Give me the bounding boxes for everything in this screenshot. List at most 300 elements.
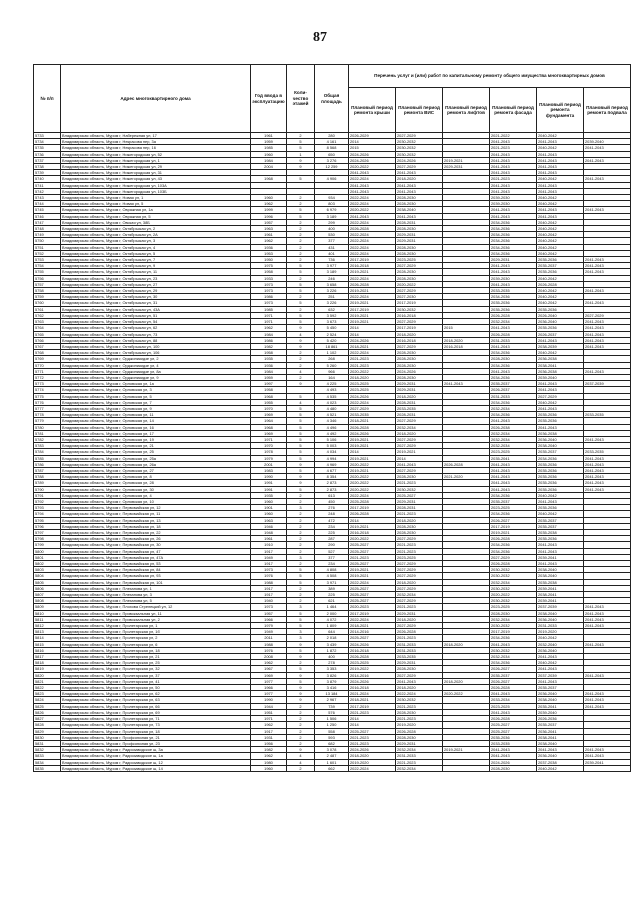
cell-floors: 9 — [287, 343, 315, 349]
cell-vis: 2028-2030 — [396, 362, 443, 368]
cell-foundation: 2038-2040 — [537, 740, 584, 746]
cell-basement: 2041-2043 — [584, 610, 631, 616]
cell-address: Владимирская область, Муром г, Пролетарская ул, 21 — [61, 654, 251, 660]
cell-vis: 2033-2035 — [396, 405, 443, 411]
cell-floors: 2 — [287, 536, 315, 542]
cell-foundation: 2038-2041 — [537, 592, 584, 598]
cell-vis: 2018-2020 — [396, 517, 443, 523]
cell-floors: 5 — [287, 263, 315, 269]
cell-facade: 2041-2043 — [490, 188, 537, 194]
cell-floors: 2 — [287, 734, 315, 740]
cell-vis: 2030-2032 — [396, 145, 443, 151]
cell-number: 5755 — [34, 269, 61, 275]
cell-vis: 2027-2030 — [396, 294, 443, 300]
cell-roof: 2021-2024 — [349, 691, 396, 697]
cell-address: Владимирская область, Муром г, Октябрьская ул, 51 — [61, 312, 251, 318]
cell-floors: 5 — [287, 647, 315, 653]
cell-roof: 2025-2027 — [349, 635, 396, 641]
cell-area: 276 — [315, 505, 349, 511]
cell-foundation: 2026-2028 — [537, 281, 584, 287]
cell-area: 4 496 — [315, 424, 349, 430]
cell-address: Владимирская область, Муром г, Орловская ул, 25а — [61, 455, 251, 461]
cell-facade: 2026-2028 — [490, 561, 537, 567]
cell-area: 593 — [315, 734, 349, 740]
cell-vis: 2018-2020 — [396, 331, 443, 337]
cell-year: 1958 — [251, 387, 287, 393]
table-row — [34, 269, 631, 275]
cell-facade: 2028-2030 — [490, 356, 537, 362]
cell-facade: 2019-2021 — [490, 530, 537, 536]
cell-vis: 2026-2028 — [396, 629, 443, 635]
cell-vis: 2041-2043 — [396, 461, 443, 467]
cell-year: 1999 — [251, 207, 287, 213]
cell-roof: 2019-2021 — [349, 567, 396, 573]
cell-floors: 9 — [287, 480, 315, 486]
cell-year: 1956 — [251, 740, 287, 746]
cell-facade: 2035-2036 — [490, 734, 537, 740]
cell-address: Владимирская область, Муром г, Пролетарская ул, 1 — [61, 623, 251, 629]
cell-floors: 3 — [287, 505, 315, 511]
table-row — [34, 536, 631, 542]
cell-number: 5822 — [34, 685, 61, 691]
cell-area: 12 259 — [315, 164, 349, 170]
cell-address: Владимирская область, Муром г, Орловская ул, 7 — [61, 399, 251, 405]
cell-foundation: 2040-2042 — [537, 176, 584, 182]
table-row — [34, 157, 631, 163]
table-row — [34, 480, 631, 486]
cell-vis: 2041-2043 — [396, 182, 443, 188]
cell-address: Владимирская область, Муром г, Радиозаводское ш, 3а — [61, 747, 251, 753]
cell-year: 1973 — [251, 281, 287, 287]
table-row — [34, 139, 631, 145]
cell-facade: 2034-2036 — [490, 542, 537, 548]
cell-year: 1984 — [251, 368, 287, 374]
cell-address: Владимирская область, Муром г, Орловская ул, 1а — [61, 381, 251, 387]
cell-year: 1970 — [251, 443, 287, 449]
table-row — [34, 666, 631, 672]
cell-vis: 2028-2031 — [396, 505, 443, 511]
cell-vis: 2031-2033 — [396, 753, 443, 759]
cell-year: 1962 — [251, 325, 287, 331]
cell-roof: 2041-2043 — [349, 182, 396, 188]
cell-number: 5777 — [34, 405, 61, 411]
cell-address: Владимирская область, Муром г, Первомайская ул, 30 — [61, 542, 251, 548]
cell-number: 5757 — [34, 281, 61, 287]
cell-year: 1955 — [251, 399, 287, 405]
cell-floors: 2 — [287, 722, 315, 728]
cell-roof: 2016-2018 — [349, 530, 396, 536]
cell-floors: 2 — [287, 133, 315, 139]
table-row — [34, 542, 631, 548]
cell-foundation: 2019-2020 — [537, 629, 584, 635]
table-row — [34, 610, 631, 616]
cell-floors: 5 — [287, 405, 315, 411]
cell-roof: 2026-2028 — [349, 226, 396, 232]
cell-basement: 2041-2043 — [584, 325, 631, 331]
cell-number: 5833 — [34, 753, 61, 759]
cell-foundation: 2038-2039 — [537, 343, 584, 349]
cell-number: 5746 — [34, 213, 61, 219]
cell-vis: 2028-2030 — [396, 269, 443, 275]
cell-vis: 2028-2030 — [396, 275, 443, 281]
cell-year: 1988 — [251, 579, 287, 585]
cell-facade: 2032-2034 — [490, 430, 537, 436]
cell-vis: 2018-2020 — [396, 430, 443, 436]
cell-foundation: 2040-2042 — [537, 350, 584, 356]
table-row — [34, 207, 631, 213]
cell-year: 1986 — [251, 337, 287, 343]
cell-floors: 2 — [287, 498, 315, 504]
cell-number: 5750 — [34, 238, 61, 244]
cell-year: 1917 — [251, 548, 287, 554]
cell-number: 5807 — [34, 592, 61, 598]
cell-floors: 2 — [287, 542, 315, 548]
cell-basement: 2041-2043 — [584, 288, 631, 294]
cell-number: 5806 — [34, 585, 61, 591]
table-row — [34, 213, 631, 219]
cell-number: 5830 — [34, 734, 61, 740]
cell-foundation: 2035-2036 — [537, 474, 584, 480]
cell-foundation: 2040-2042 — [537, 765, 584, 771]
cell-address: Владимирская область, Муром г, Привокзальная ул, 11 — [61, 610, 251, 616]
cell-roof: 2022-2024 — [349, 399, 396, 405]
cell-floors: 2 — [287, 530, 315, 536]
table-row — [34, 703, 631, 709]
cell-floors: 2 — [287, 517, 315, 523]
cell-floors: 3 — [287, 629, 315, 635]
cell-foundation: 2038-2040 — [537, 573, 584, 579]
cell-address: Владимирская область, Муром г, Радиозаводское ш, 12 — [61, 759, 251, 765]
cell-area: 4 225 — [315, 381, 349, 387]
cell-foundation: 2038-2041 — [537, 362, 584, 368]
cell-vis: 2029-2031 — [396, 232, 443, 238]
cell-floors: 9 — [287, 157, 315, 163]
cell-year: 1984 — [251, 157, 287, 163]
cell-floors: 4 — [287, 331, 315, 337]
cell-year: 1968 — [251, 393, 287, 399]
cell-facade: 2041-2043 — [490, 343, 537, 349]
cell-vis: 2028-2030 — [396, 666, 443, 672]
cell-foundation: 2038-2041 — [537, 734, 584, 740]
table-row — [34, 492, 631, 498]
table-row — [34, 678, 631, 684]
cell-address: Владимирская область, Муром г, Нижегородская ул, 52 — [61, 151, 251, 157]
table-row — [34, 405, 631, 411]
cell-facade: 2025-2027 — [490, 728, 537, 734]
cell-foundation: 2027-2029 — [537, 393, 584, 399]
table-row — [34, 418, 631, 424]
cell-roof: 2015 — [349, 145, 396, 151]
cell-facade: 2041-2043 — [490, 151, 537, 157]
cell-roof: 2025-2027 — [349, 592, 396, 598]
cell-area: 4 034 — [315, 449, 349, 455]
table-row — [34, 467, 631, 473]
cell-foundation: 2035-2036 — [537, 461, 584, 467]
cell-facade: 2026-2028 — [490, 685, 537, 691]
table-row — [34, 164, 631, 170]
table-row — [34, 288, 631, 294]
cell-floors: 5 — [287, 393, 315, 399]
cell-facade: 2021-2023 — [490, 176, 537, 182]
table-row — [34, 598, 631, 604]
cell-floors: 2 — [287, 585, 315, 591]
cell-number: 5825 — [34, 703, 61, 709]
cell-address: Владимирская область, Муром г, Пролетарская ул, 32 — [61, 666, 251, 672]
cell-address: Владимирская область, Муром г, Плохова Стрелецкий ул, 12 — [61, 604, 251, 610]
cell-facade: 2026-2038 — [490, 424, 537, 430]
cell-area: 246 — [315, 275, 349, 281]
cell-address: Владимирская область, Муром г, Первомайская ул, 84 — [61, 567, 251, 573]
cell-number: 5771 — [34, 368, 61, 374]
cell-floors: 5 — [287, 616, 315, 622]
cell-floors: 5 — [287, 678, 315, 684]
cell-vis: 2029-2031 — [396, 387, 443, 393]
cell-basement: 2041-2043 — [584, 176, 631, 182]
cell-roof: 2018-2021 — [349, 697, 396, 703]
cell-address: Владимирская область, Муром г, Октябрьская ул, 62 — [61, 325, 251, 331]
cell-address: Владимирская область, Муром г, Пролетарская ул, 73 — [61, 722, 251, 728]
cell-address: Владимирская область, Муром г, Некрасова пер, 16 — [61, 145, 251, 151]
cell-floors: 3 — [287, 635, 315, 641]
cell-roof: 2018-2021 — [349, 343, 396, 349]
cell-year: 1953 — [251, 250, 287, 256]
cell-floors: 5 — [287, 567, 315, 573]
header-services-group: Перечень услуг и (или) работ по капитальному ремонту общего имущества многоквартирных домов — [349, 65, 631, 88]
cell-roof: 2019-2021 — [349, 455, 396, 461]
cell-area: 613 — [315, 492, 349, 498]
cell-roof: 2024-2026 — [349, 337, 396, 343]
cell-area: 4 535 — [315, 393, 349, 399]
cell-address: Владимирская область, Муром г, Первомайская ул, 53 — [61, 561, 251, 567]
cell-foundation: 2040-2042 — [537, 300, 584, 306]
cell-foundation: 2040-2042 — [537, 492, 584, 498]
cell-area: 3 226 — [315, 300, 349, 306]
cell-area: 2 524 — [315, 331, 349, 337]
cell-basement: 2041-2043 — [584, 480, 631, 486]
cell-number: 5810 — [34, 610, 61, 616]
cell-vis: 2029-2031 — [396, 498, 443, 504]
cell-floors: 2 — [287, 548, 315, 554]
cell-vis: 2027-2029 — [396, 133, 443, 139]
cell-year: 1986 — [251, 294, 287, 300]
cell-address: Владимирская область, Муром г, Орловская ул, 4 — [61, 492, 251, 498]
table-row — [34, 238, 631, 244]
cell-address: Владимирская область, Муром г, Плеханова ул, 3 — [61, 592, 251, 598]
cell-elevators: 2018-2020 — [443, 641, 490, 647]
cell-roof: 2025-2027 — [349, 585, 396, 591]
table-row — [34, 753, 631, 759]
cell-foundation: 2035-2036 — [537, 505, 584, 511]
cell-vis: 2027-2029 — [396, 343, 443, 349]
cell-area: 530 — [315, 232, 349, 238]
cell-vis: 2020-2022 — [396, 281, 443, 287]
cell-number: 5786 — [34, 461, 61, 467]
cell-vis: 2016-2018 — [396, 312, 443, 318]
cell-floors: 2 — [287, 201, 315, 207]
cell-floors: 2 — [287, 765, 315, 771]
cell-number: 5815 — [34, 641, 61, 647]
cell-area: 3 658 — [315, 281, 349, 287]
cell-facade: 2026-2028 — [490, 716, 537, 722]
cell-roof: 2020-2022 — [349, 207, 396, 213]
cell-area: 3 439 — [315, 641, 349, 647]
cell-roof: 2014 — [349, 325, 396, 331]
cell-foundation: 2035-2038 — [537, 579, 584, 585]
cell-number: 5785 — [34, 455, 61, 461]
cell-vis: 2032-2034 — [396, 592, 443, 598]
cell-address: Владимирская область, Муром г, Октябрьская ул, 106 — [61, 350, 251, 356]
cell-facade: 2034-2036 — [490, 374, 537, 380]
cell-area: 287 — [315, 536, 349, 542]
table-row — [34, 195, 631, 201]
cell-year: 1973 — [251, 300, 287, 306]
cell-floors: 2 — [287, 238, 315, 244]
cell-year: 1968 — [251, 176, 287, 182]
table-row — [34, 176, 631, 182]
cell-foundation: 2041-2043 — [537, 561, 584, 567]
cell-foundation: 2036-2040 — [537, 436, 584, 442]
cell-area: 6 979 — [315, 207, 349, 213]
cell-vis: 2027-2029 — [396, 467, 443, 473]
cell-facade: 2041-2043 — [490, 281, 537, 287]
cell-floors: 2 — [287, 709, 315, 715]
cell-roof: 2022-2024 — [349, 244, 396, 250]
cell-foundation: 2035-2036 — [537, 480, 584, 486]
table-row — [34, 604, 631, 610]
cell-foundation: 2041-2043 — [537, 387, 584, 393]
cell-foundation: 2040-2042 — [537, 238, 584, 244]
table-row — [34, 250, 631, 256]
cell-roof: 2022-2024 — [349, 275, 396, 281]
cell-vis: 2027-2029 — [396, 623, 443, 629]
cell-floors: 5 — [287, 573, 315, 579]
cell-foundation: 2040-2042 — [537, 399, 584, 405]
cell-year: 1976 — [251, 573, 287, 579]
cell-address: Владимирская область, Муром г, Орловская ул, 27 — [61, 467, 251, 473]
cell-number: 5793 — [34, 505, 61, 511]
table-row — [34, 672, 631, 678]
cell-year: 1917 — [251, 561, 287, 567]
cell-area: 18 861 — [315, 343, 349, 349]
cell-foundation: 2040-2042 — [537, 195, 584, 201]
cell-facade: 2026-2027 — [490, 678, 537, 684]
cell-area: 3 189 — [315, 213, 349, 219]
table-row — [34, 554, 631, 560]
cell-floors: 5 — [287, 300, 315, 306]
cell-floors: 2 — [287, 275, 315, 281]
cell-foundation: 2041-2043 — [537, 666, 584, 672]
cell-year: 1979 — [251, 623, 287, 629]
cell-facade: 2034-2036 — [490, 399, 537, 405]
cell-vis: 2017-2019 — [396, 300, 443, 306]
cell-area: 8 568 — [315, 145, 349, 151]
cell-area: 4 508 — [315, 573, 349, 579]
cell-floors: 2 — [287, 561, 315, 567]
cell-roof: 2021-2023 — [349, 709, 396, 715]
cell-area: 4 677 — [315, 467, 349, 473]
table-row — [34, 616, 631, 622]
cell-foundation: 2036-2040 — [537, 319, 584, 325]
cell-address: Владимирская область, Муром г, Первомайская ул, 12 — [61, 505, 251, 511]
cell-roof: 2026-2028 — [349, 424, 396, 430]
cell-facade: 2026-2028 — [490, 536, 537, 542]
cell-foundation: 2041-2043 — [537, 337, 584, 343]
cell-floors: 2 — [287, 257, 315, 263]
cell-area: 234 — [315, 523, 349, 529]
cell-facade: 2032-2034 — [490, 319, 537, 325]
table-row — [34, 343, 631, 349]
table-row — [34, 734, 631, 740]
cell-area: 3 977 — [315, 263, 349, 269]
cell-number: 5778 — [34, 412, 61, 418]
cell-floors: 5 — [287, 176, 315, 182]
cell-area: 621 — [315, 598, 349, 604]
cell-number: 5751 — [34, 244, 61, 250]
cell-year: 2001 — [251, 461, 287, 467]
cell-address: Владимирская область, Муром г, Набережная ул, 17 — [61, 133, 251, 139]
cell-year: 1960 — [251, 511, 287, 517]
cell-vis: 2030-2032 — [396, 306, 443, 312]
table-row — [34, 412, 631, 418]
cell-area: 389 — [315, 585, 349, 591]
cell-year: 1971 — [251, 436, 287, 442]
table-row — [34, 263, 631, 269]
cell-address: Владимирская область, Муром г, Новая ул, 5 — [61, 201, 251, 207]
cell-vis: 2032-2034 — [396, 765, 443, 771]
cell-roof: 2020-2022 — [349, 461, 396, 467]
table-row — [34, 381, 631, 387]
cell-address: Владимирская область, Муром г, Нижегородская ул, 29 — [61, 164, 251, 170]
cell-address: Владимирская область, Муром г, Орловская ул, 26а — [61, 461, 251, 467]
cell-basement: 2041-2043 — [584, 467, 631, 473]
cell-elevators: 2041-2043 — [443, 381, 490, 387]
table-row — [34, 393, 631, 399]
cell-facade: 2035-2036 — [490, 306, 537, 312]
cell-elevators: 2029-2031 — [443, 164, 490, 170]
cell-foundation: 2040-2042 — [537, 635, 584, 641]
cell-facade: 2017-2019 — [490, 629, 537, 635]
cell-area: 280 — [315, 133, 349, 139]
cell-foundation: 2026-2040 — [537, 312, 584, 318]
cell-facade: 2027-2029 — [490, 554, 537, 560]
cell-facade: 2031-2033 — [490, 393, 537, 399]
cell-floors: 5 — [287, 207, 315, 213]
cell-year: 1958 — [251, 350, 287, 356]
cell-area: 1 601 — [315, 759, 349, 765]
cell-basement: 2041-2043 — [584, 753, 631, 759]
table-row — [34, 573, 631, 579]
cell-address: Владимирская область, Муром г, Пролетарская ул, 69 — [61, 709, 251, 715]
cell-year: 1982 — [251, 343, 287, 349]
cell-roof: 2019-2021 — [349, 443, 396, 449]
cell-vis: 2021-2023 — [396, 480, 443, 486]
cell-facade: 2041-2043 — [490, 325, 537, 331]
cell-facade: 2032-2034 — [490, 443, 537, 449]
cell-address: Владимирская область, Муром г, Первомайская ул, 18 — [61, 523, 251, 529]
cell-year: 2004 — [251, 164, 287, 170]
cell-year: 1985 — [251, 306, 287, 312]
cell-foundation: 2035-2038 — [537, 530, 584, 536]
cell-facade: 2034-2036 — [490, 294, 537, 300]
cell-address: Владимирская область, Муром г, Октябрьская ул, 23 — [61, 275, 251, 281]
cell-facade: 2026-2028 — [490, 331, 537, 337]
cell-address: Владимирская область, Муром г, Орловская ул, 19 — [61, 436, 251, 442]
header-roof: Плановый период ремонта крыши — [349, 88, 396, 133]
table-row — [34, 517, 631, 523]
cell-roof: 2022-2024 — [349, 350, 396, 356]
cell-floors: 9 — [287, 325, 315, 331]
cell-area: 377 — [315, 238, 349, 244]
